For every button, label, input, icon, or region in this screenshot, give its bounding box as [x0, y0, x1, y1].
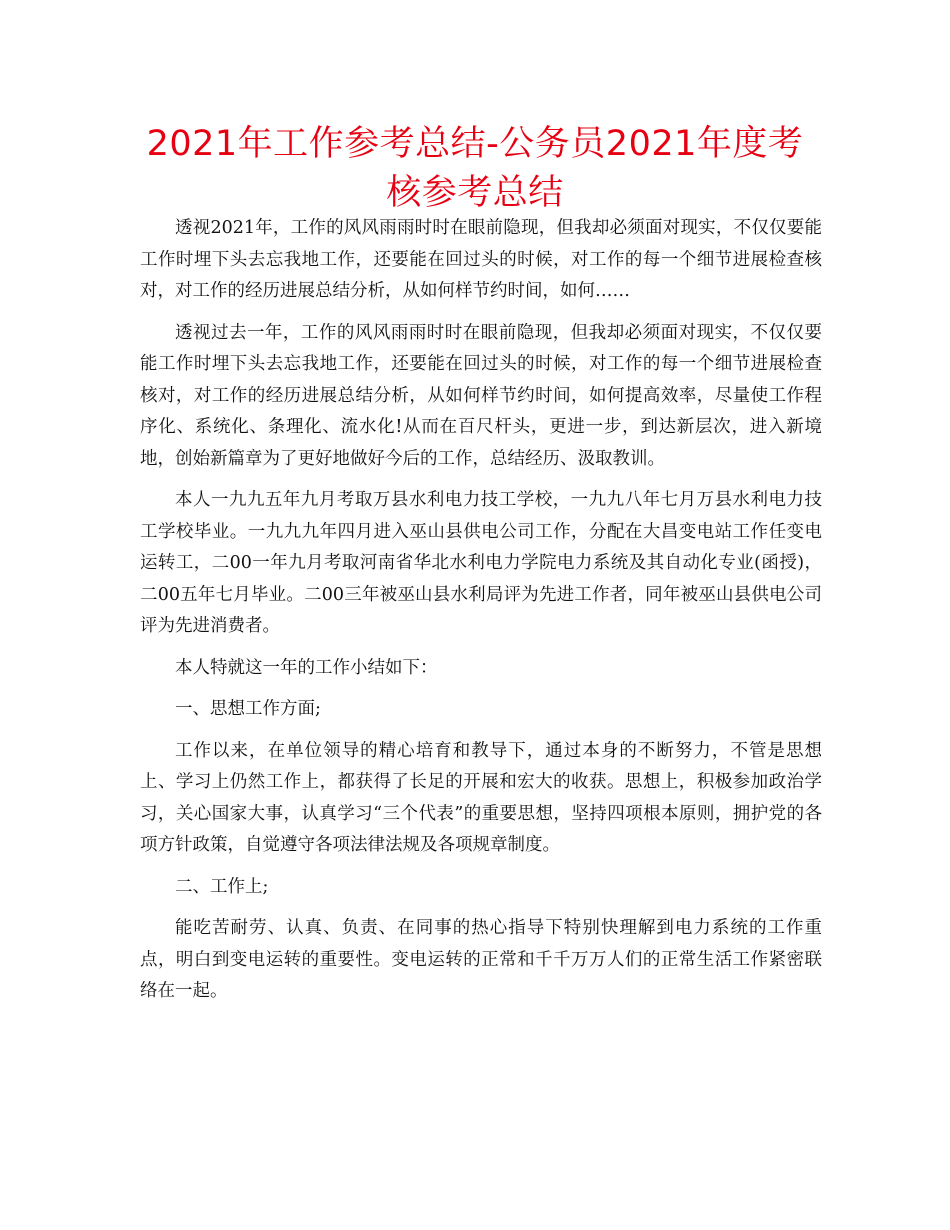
- paragraph-intro: 透视2021年，工作的风风雨雨时时在眼前隐现，但我却必须面对现实，不仅仅要能工作时埋下头去忘我地工作，还要能在回过头的时候，对工作的每一个细节进展检查核对，对工作的经历进展总结分析，从如何样节约时间，如何……: [140, 218, 822, 301]
- section-heading-work: 二、工作上;: [175, 876, 269, 897]
- paragraph-thought: 工作以来，在单位领导的精心培育和教导下，通过本身的不断努力，不管是思想上、学习上仍然工作上，都获得了长足的开展和宏大的收获。思想上，积极参加政治学习，关心国家大事，认真学习“三个代表”的重要思想，坚持四项根本原则，拥护党的各项方针政策，自觉遵守各项法律法规及各项规章制度。: [140, 740, 822, 855]
- document-title: 2021年工作参考总结-公务员2021年度考核参考总结: [146, 124, 804, 213]
- paragraph-background: 本人一九九五年九月考取万县水利电力技工学校，一九九八年七月万县水利电力技工学校毕业。一九九九年四月进入巫山县供电公司工作，分配在大昌变电站工作任变电运转工，二00一年九月考取河南省华北水利电力学院电力系统及其自动化专业(函授)，二00五年七月毕业。二00三年被巫山县水利局评为先进工作者，同年被巫山县供电公司评为先进消费者。: [140, 490, 822, 636]
- document-body: [140, 213, 822, 1018]
- paragraph-work: 能吃苦耐劳、认真、负责、在同事的热心指导下特别快理解到电力系统的工作重点，明白到变电运转的重要性。变电运转的正常和千千万万人们的正常生活工作紧密联络在一起。: [140, 918, 822, 1001]
- paragraph-summary-intro: 本人特就这一年的工作小结如下：: [175, 657, 438, 678]
- paragraph-review: 透视过去一年，工作的风风雨雨时时在眼前隐现，但我却必须面对现实，不仅仅要能工作时埋下头去忘我地工作，还要能在回过头的时候，对工作的每一个细节进展检查核对，对工作的经历进展总结分析，从如何样节约时间，如何提高效率，尽量使工作程序化、系统化、条理化、流水化!从而在百尺杆头，更进一步，到达新层次，进入新境地，创始新篇章为了更好地做好今后的工作，总结经历、汲取教训。: [140, 322, 822, 469]
- section-heading-thought: 一、思想工作方面;: [175, 699, 321, 719]
